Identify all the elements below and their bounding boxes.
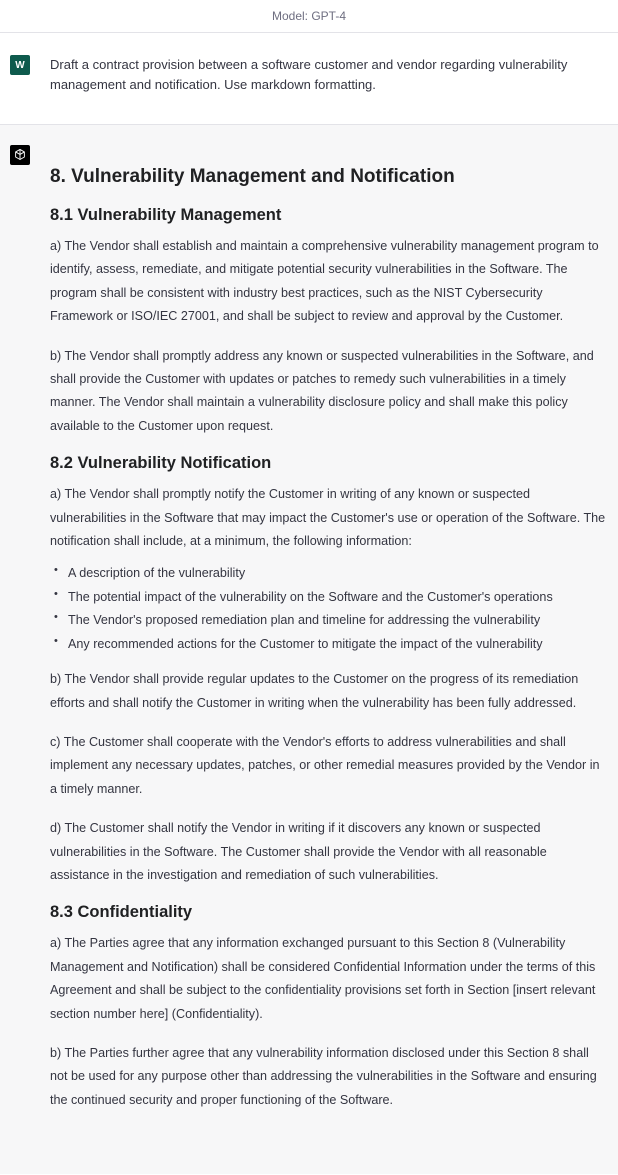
paragraph: a) The Vendor shall promptly notify the Customer in writing of any known or suspected vulnerabilities in the Software that may impact the Customer's use or operation of the Software. The notification shall include, at a minimum, the following information: bbox=[50, 487, 606, 549]
list-item: • A description of the vulnerability bbox=[50, 562, 608, 585]
paragraph: c) The Customer shall cooperate with the Vendor's efforts to address vulnerabilities and shall implement any necessary updates, patches, or other remedial measures provided by the Vendor in a timely manner. bbox=[50, 734, 600, 796]
section-heading: 8.3 Confidentiality bbox=[50, 903, 193, 922]
section-heading: 8.2 Vulnerability Notification bbox=[50, 454, 272, 473]
paragraph: d) The Customer shall notify the Vendor in writing if it discovers any known or suspected vulnerabilities in the Software. The Customer shall provide the Vendor with all reasonable assistance in the investigation and remediation of such vulnerabilities. bbox=[50, 821, 547, 882]
paragraph: b) The Vendor shall provide regular updates to the Customer on the progress of its remediation efforts and shall notify the Customer in writing when the vulnerability has been fully addressed. bbox=[50, 672, 579, 710]
list-item: • The Vendor's proposed remediation plan and timeline for addressing the vulnerability bbox=[50, 609, 608, 632]
user-avatar: W bbox=[10, 55, 30, 75]
user-message bbox=[0, 33, 618, 125]
paragraph: a) The Vendor shall establish and maintain a comprehensive vulnerability management program to identify, assess, remediate, and mitigate potential security vulnerabilities in the Software. The program shall be consistent with industry best practices, such as the NIST Cybersecurity Framework or ISO/IEC 27001, and shall be subject to review and approval by the Customer. bbox=[50, 239, 599, 324]
provision-title: 8. Vulnerability Management and Notification bbox=[50, 166, 455, 187]
model-label: Model: GPT-4 bbox=[0, 0, 618, 33]
paragraph: a) The Parties agree that any information exchanged pursuant to this Section 8 (Vulnerability Management and Notification) shall be considered Confidential Information under the terms of this Agreement and shall be subject to the confidentiality provisions set forth in Section [insert relevant section number here] (Confidentiality). bbox=[50, 936, 596, 1021]
list-item: • The potential impact of the vulnerability on the Software and the Customer's operations bbox=[50, 586, 608, 609]
paragraph: b) The Vendor shall promptly address any known or suspected vulnerabilities in the Software, and shall provide the Customer with updates or patches to remedy such vulnerabilities in a timely manner. The Vendor shall maintain a vulnerability disclosure policy and shall make this policy available to the Customer upon request. bbox=[50, 348, 594, 433]
assistant-message-body bbox=[50, 145, 608, 1174]
section-heading: 8.1 Vulnerability Management bbox=[50, 206, 282, 224]
user-message-text: Draft a contract provision between a software customer and vendor regarding vulnerability management and notification. Use markdown formatting. bbox=[50, 57, 568, 92]
notification-info-list bbox=[50, 562, 608, 656]
list-item: • Any recommended actions for the Customer to mitigate the impact of the vulnerability bbox=[50, 633, 608, 656]
openai-logo-icon bbox=[10, 145, 30, 165]
assistant-message bbox=[0, 125, 618, 1174]
paragraph: b) The Parties further agree that any vulnerability information disclosed under this Section 8 shall not be used for any purpose other than addressing the vulnerabilities in the Software and ensuring the continued security and proper functioning of the Software. bbox=[50, 1045, 597, 1107]
